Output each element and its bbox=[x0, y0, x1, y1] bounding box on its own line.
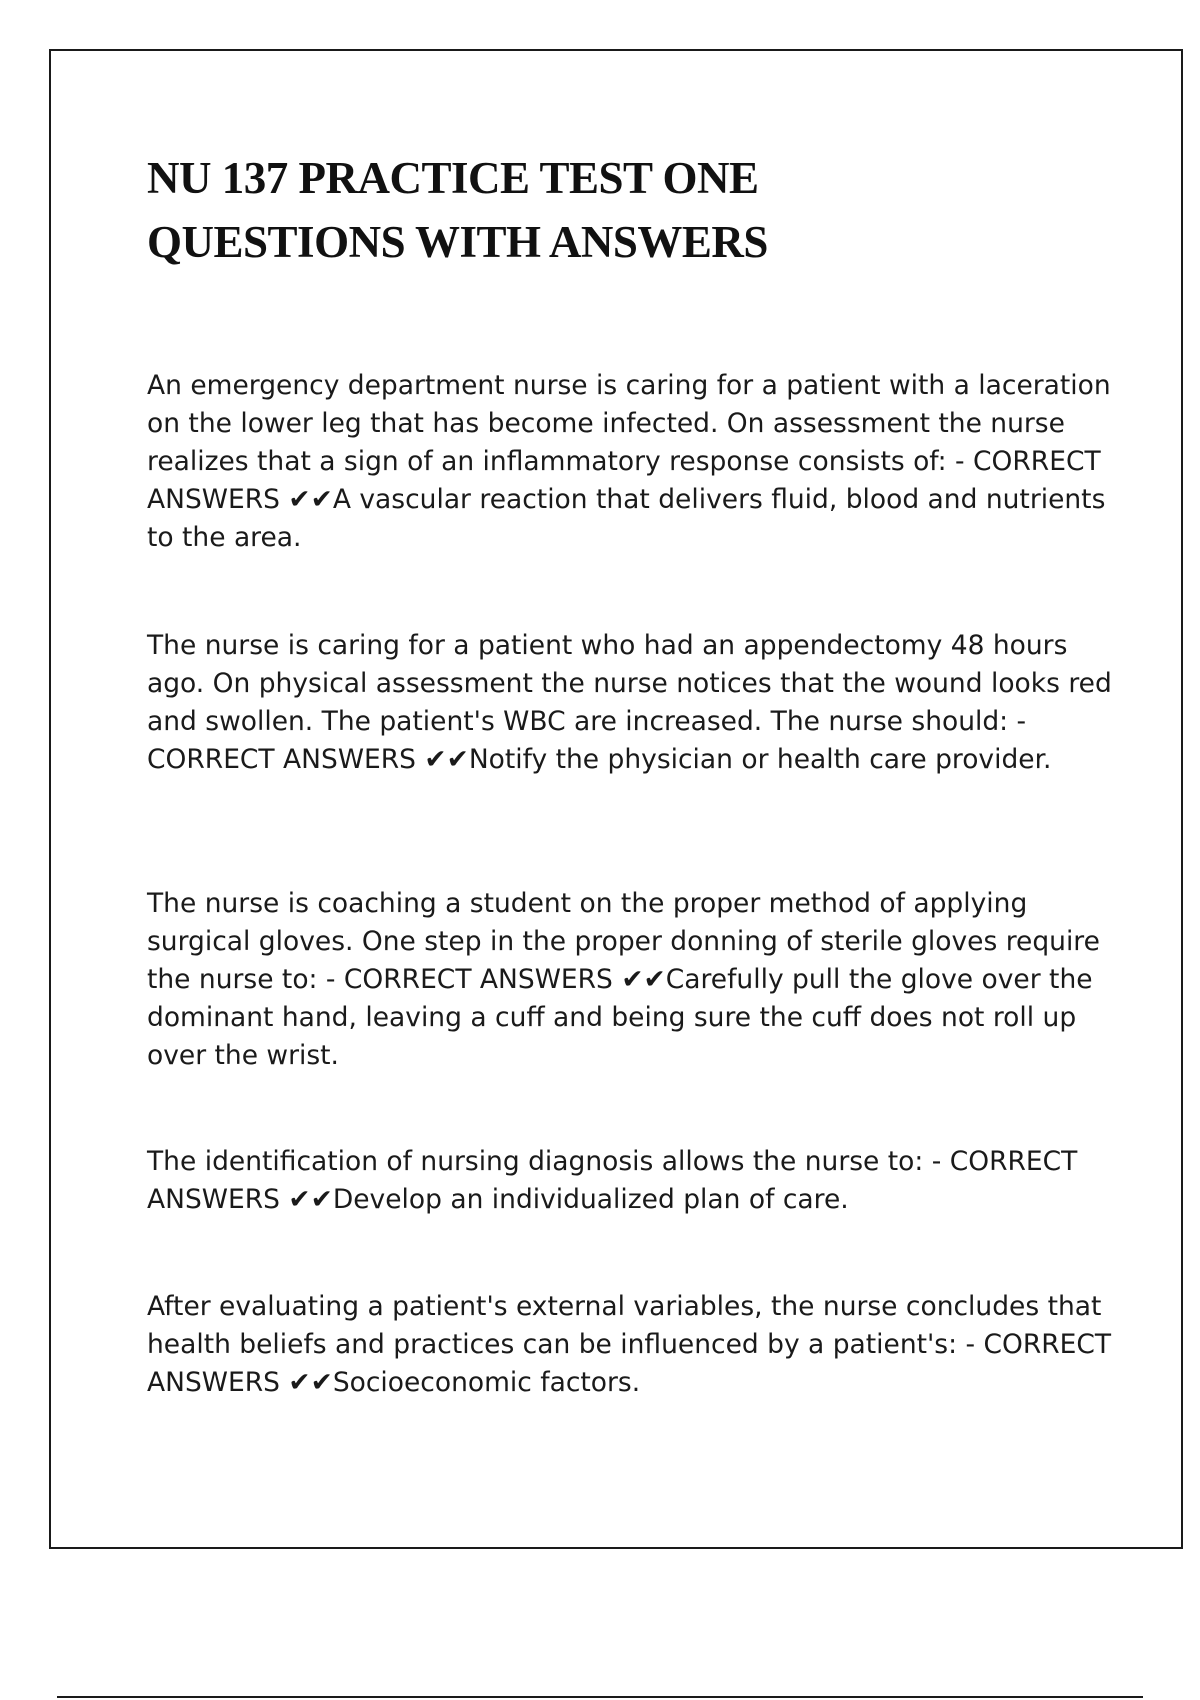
double-check-icon: ✔✔ bbox=[621, 964, 666, 995]
document-title bbox=[147, 146, 947, 274]
answer-text: Develop an individualized plan of care. bbox=[332, 1184, 849, 1215]
answer-text: Carefully pull the glove over the dominant hand, leaving a cuff and being sure the cuff does not roll up over the wrist. bbox=[147, 964, 1093, 1071]
page-bottom-divider bbox=[57, 1696, 1143, 1698]
answer-text: Socioeconomic factors. bbox=[332, 1367, 641, 1398]
answer-text: Notify the physician or health care provider. bbox=[468, 744, 1052, 775]
page-frame bbox=[49, 49, 1183, 1549]
answer-separator: - CORRECT ANSWERS bbox=[147, 706, 1027, 775]
question-text: The nurse is coaching a student on the proper method of applying surgical gloves. One step in the proper donning of sterile gloves require the nurse to: bbox=[147, 888, 1100, 995]
qa-item-2 bbox=[147, 627, 1122, 779]
question-text: An emergency department nurse is caring for a patient with a laceration on the lower leg that has become infected. On assessment the nurse realizes that a sign of an inflammatory response consists of: bbox=[147, 370, 1111, 477]
answer-separator: - CORRECT ANSWERS bbox=[147, 446, 1101, 515]
answer-separator: - CORRECT ANSWERS bbox=[147, 1329, 1112, 1398]
double-check-icon: ✔✔ bbox=[288, 1367, 333, 1398]
answer-text: A vascular reaction that delivers fluid, blood and nutrients to the area. bbox=[147, 484, 1106, 553]
double-check-icon: ✔✔ bbox=[288, 1184, 333, 1215]
answer-separator: - CORRECT ANSWERS bbox=[317, 964, 622, 995]
double-check-icon: ✔✔ bbox=[424, 744, 469, 775]
qa-item-1 bbox=[147, 367, 1122, 557]
question-text: The identification of nursing diagnosis allows the nurse to: bbox=[147, 1146, 924, 1177]
qa-item-4 bbox=[147, 1143, 1122, 1219]
qa-item-5 bbox=[147, 1288, 1122, 1402]
qa-item-3 bbox=[147, 885, 1122, 1075]
question-text: After evaluating a patient's external variables, the nurse concludes that health beliefs and practices can be influenced by a patient's: bbox=[147, 1291, 1102, 1360]
title-line-2: QUESTIONS WITH ANSWERS bbox=[147, 217, 768, 267]
double-check-icon: ✔✔ bbox=[288, 484, 333, 515]
title-line-1: NU 137 PRACTICE TEST ONE bbox=[147, 153, 759, 203]
answer-separator: - CORRECT ANSWERS bbox=[147, 1146, 1078, 1215]
question-text: The nurse is caring for a patient who had an appendectomy 48 hours ago. On physical assessment the nurse notices that the wound looks red and swollen. The patient's WBC are increased. The nurse should: bbox=[147, 630, 1112, 737]
